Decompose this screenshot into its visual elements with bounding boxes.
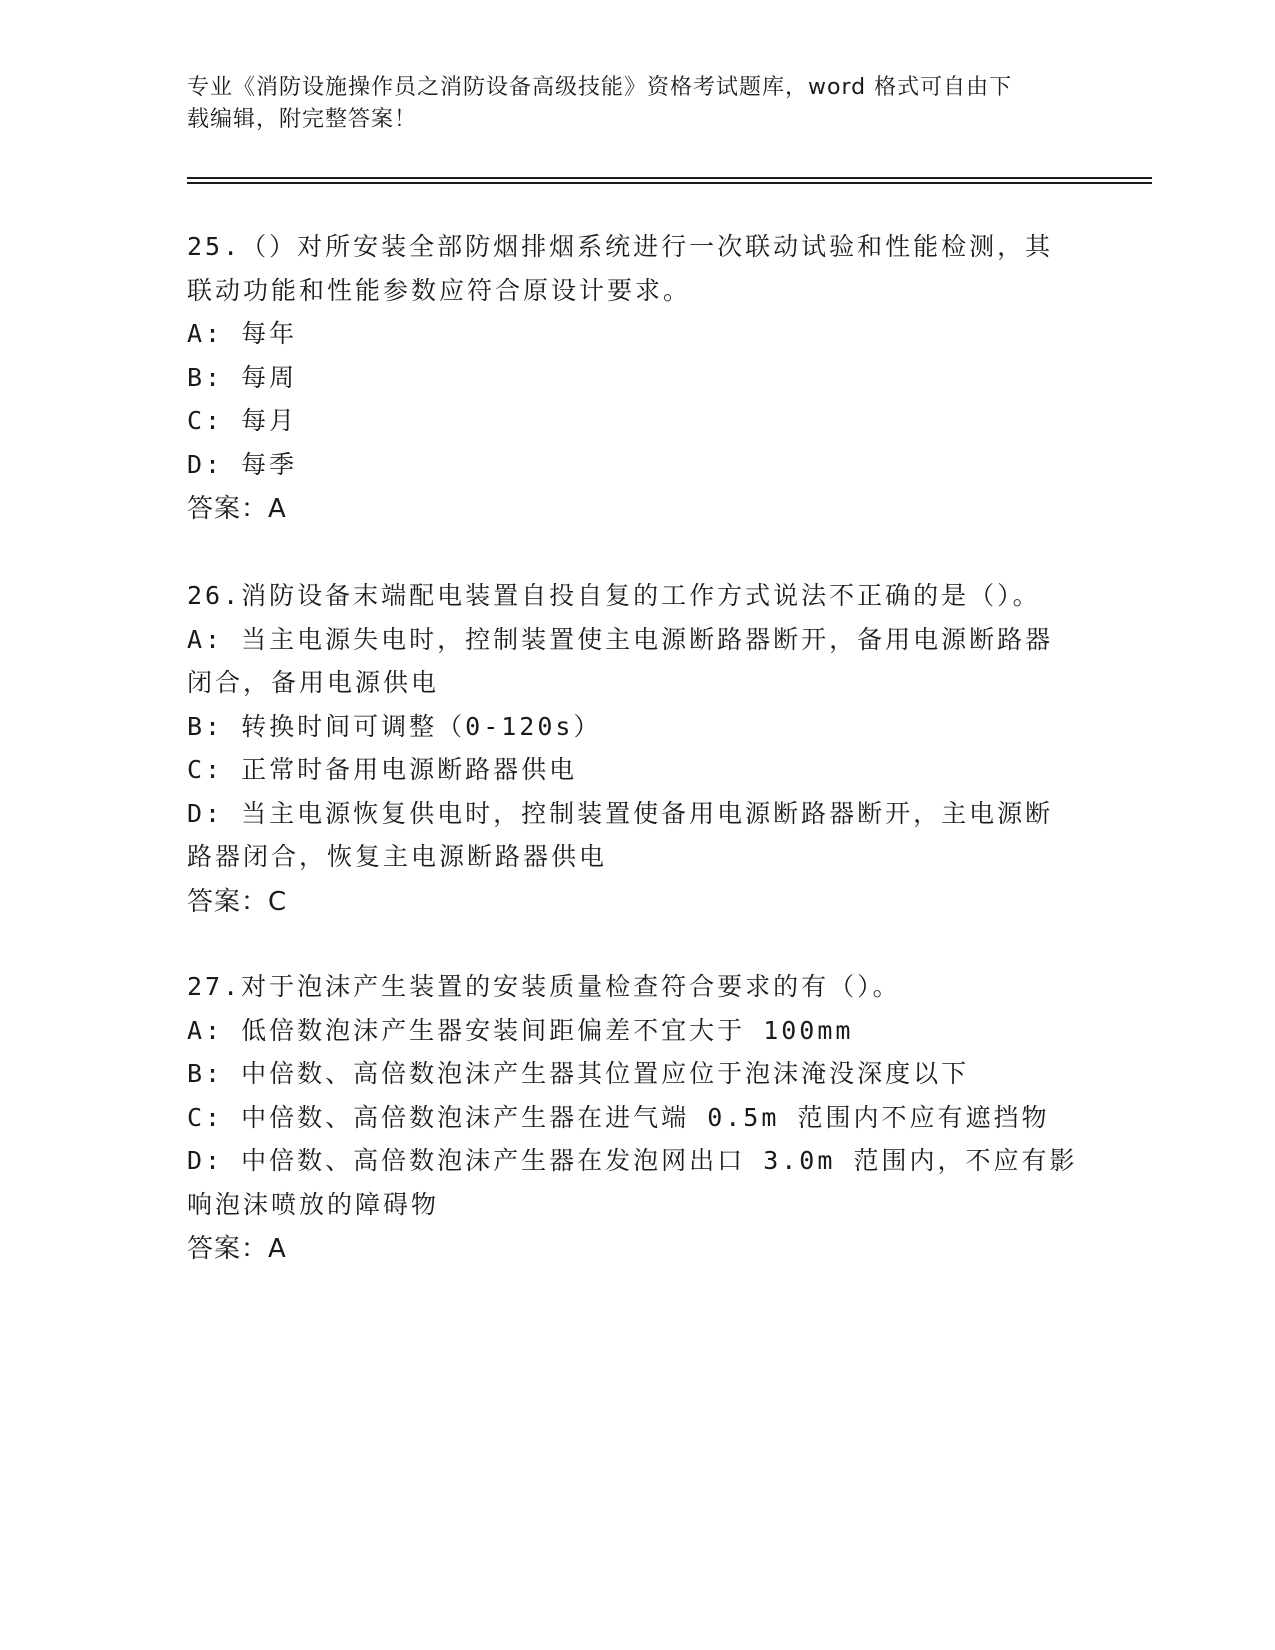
question-stem-line: 25.（）对所安装全部防烟排烟系统进行一次联动试验和性能检测，其 <box>187 232 1054 261</box>
answer-line: 答案：A <box>187 1234 287 1264</box>
header-rule-bottom <box>187 182 1152 184</box>
option-d-line: D: 中倍数、高倍数泡沫产生器在发泡网出口 3.0m 范围内，不应有影 <box>187 1146 1078 1175</box>
option-b-line: B: 转换时间可调整（0-120s） <box>187 711 602 741</box>
answer-line: 答案：A <box>187 494 287 524</box>
page-header <box>187 72 1067 136</box>
header-line-1: 专业《消防设施操作员之消防设备高级技能》资格考试题库，word 格式可自由下 <box>187 75 1013 100</box>
option-a-line: A: 当主电源失电时，控制装置使主电源断路器断开，备用电源断路器 <box>187 624 1054 654</box>
option-b-line: B: 每周 <box>187 362 298 392</box>
question-stem-line: 26.消防设备末端配电装置自投自复的工作方式说法不正确的是（）。 <box>187 581 1041 610</box>
option-a-line: A: 每年 <box>187 319 298 348</box>
answer-line: 答案：C <box>187 886 288 917</box>
option-c-line: C: 中倍数、高倍数泡沫产生器在进气端 0.5m 范围内不应有遮挡物 <box>187 1102 1050 1132</box>
option-a-line: A: 低倍数泡沫产生器安装间距偏差不宜大于 100mm <box>187 1015 854 1045</box>
header-line-2: 载编辑，附完整答案！ <box>187 107 418 132</box>
option-d-line: D: 每季 <box>187 449 298 479</box>
option-c-line: C: 正常时备用电源断路器供电 <box>187 755 578 784</box>
option-a-line: 闭合，备用电源供电 <box>187 668 440 697</box>
option-d-line: D: 当主电源恢复供电时，控制装置使备用电源断路器断开，主电源断 <box>187 798 1054 828</box>
question-stem-line: 27.对于泡沫产生装置的安装质量检查符合要求的有（）。 <box>187 972 901 1001</box>
question-stem-line: 联动功能和性能参数应符合原设计要求。 <box>187 275 692 305</box>
option-c-line: C: 每月 <box>187 406 298 435</box>
option-d-line: 响泡沫喷放的障碍物 <box>187 1189 440 1219</box>
header-rule-top <box>187 177 1152 179</box>
option-b-line: B: 中倍数、高倍数泡沫产生器其位置应位于泡沫淹没深度以下 <box>187 1059 970 1088</box>
option-d-line: 路器闭合，恢复主电源断路器供电 <box>187 842 608 871</box>
